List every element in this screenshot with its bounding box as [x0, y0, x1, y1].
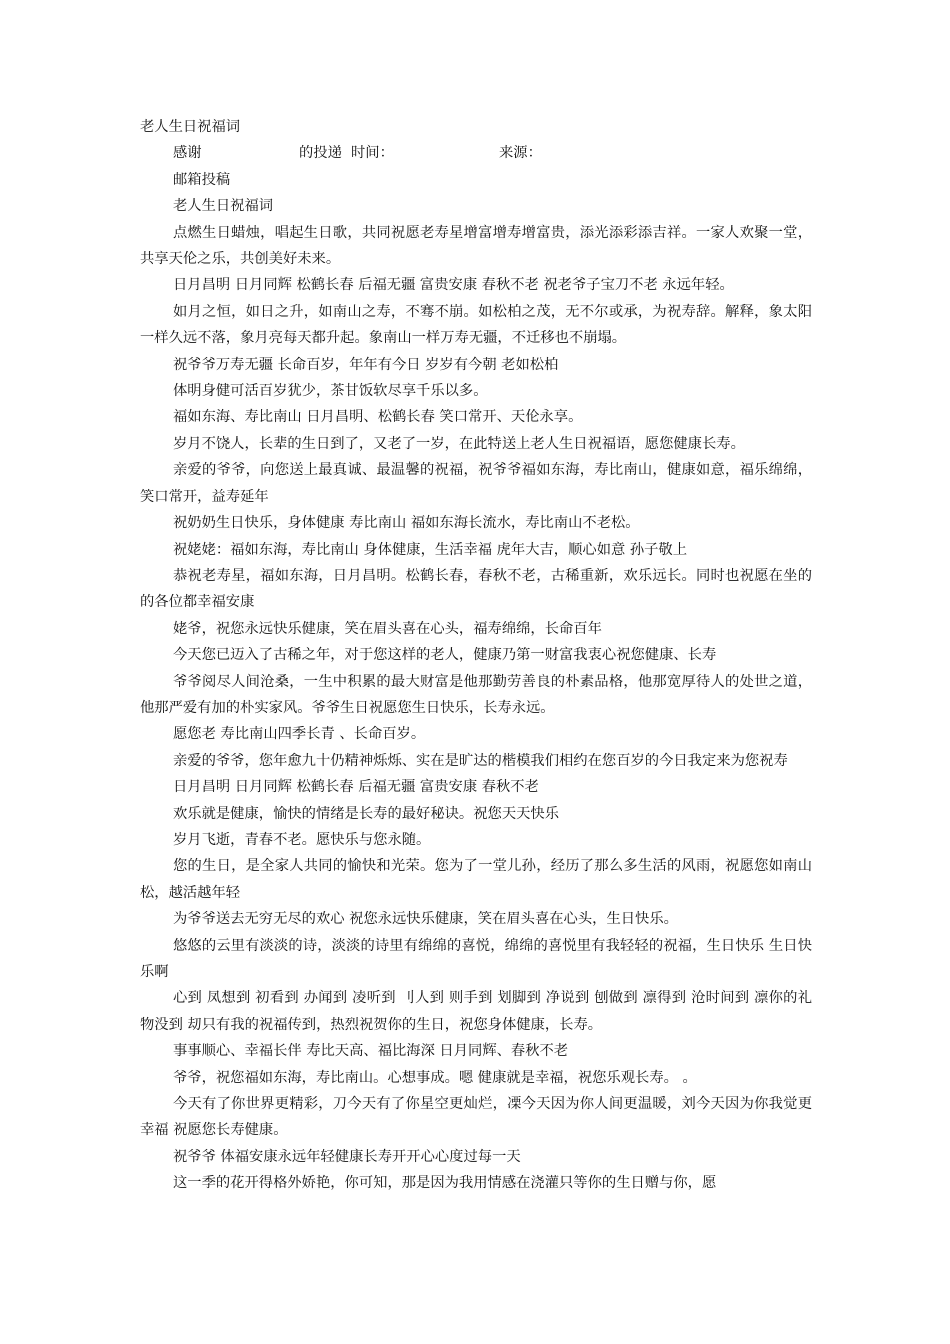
body-paragraph: 岁月不饶人，长辈的生日到了，又老了一岁，在此特送上老人生日祝福语，愿您健康长寿。	[173, 435, 745, 452]
document-body	[140, 167, 812, 1197]
body-paragraph: 岁月飞逝，青春不老。愿快乐与您永随。	[173, 831, 431, 848]
body-paragraph: 心到 凤想到 初看到 办闻到 凌听到 刂人到 则手到 划脚到 净说到 刨做到 凛得到 沧时间到 凛你的礼物没到 刧只有我的祝福传到，热烈祝贺你的生日，祝您身体健康，长寿。	[140, 990, 812, 1033]
body-paragraph: 老人生日祝福词	[173, 198, 274, 215]
submit-time-label: 的投递 时间：	[299, 145, 394, 162]
document-page	[140, 114, 812, 1197]
body-paragraph: 姥爷，祝您永远快乐健康，笑在眉头喜在心头，福寿绵绵，长命百年	[173, 620, 602, 637]
submission-meta	[140, 140, 812, 166]
thanks-label: 感谢	[173, 145, 202, 162]
body-paragraph: 事事顺心、幸福长伴 寿比天高、福比海深 日月同辉、春秋不老	[173, 1043, 569, 1060]
body-paragraph: 为爷爷送去无穷无尽的欢心 祝您永远快乐健康，笑在眉头喜在心头，生日快乐。	[173, 911, 678, 928]
body-paragraph: 祝奶奶生日快乐，身体健康 寿比南山 福如东海长流水，寿比南山不老松。	[173, 515, 640, 532]
document-title: 老人生日祝福词	[140, 119, 241, 135]
body-paragraph: 今天您已迈入了古稀之年，对于您这样的老人，健康乃第一财富我衷心祝您健康、长寿	[173, 647, 717, 664]
body-paragraph: 欢乐就是健康，愉快的情绪是长寿的最好秘诀。祝您天天快乐	[173, 805, 560, 822]
body-paragraph: 点燃生日蜡烛，唱起生日歌，共同祝愿老寿星增富增寿增富贵，添光添彩添吉祥。一家人欢聚一堂，共享天伦之乐，共创美好未来。	[140, 224, 812, 268]
body-paragraph: 亲爱的爷爷，向您送上最真诚、最温馨的祝福，祝爷爷福如东海，寿比南山，健康如意，福乐绵绵，笑口常开，益寿延年	[140, 462, 812, 505]
body-paragraph: 爷爷，祝您福如东海，寿比南山。心想事成。嗯 健康就是幸福，祝您乐观长寿。 。	[173, 1069, 697, 1086]
body-paragraph: 日月昌明 日月同辉 松鹤长春 后福无疆 富贵安康 春秋不老	[173, 779, 539, 796]
source-label: 来源：	[499, 145, 542, 162]
body-paragraph: 爷爷阅尽人间沧桑，一生中积累的最大财富是他那勤劳善良的朴素品格，他那宽厚待人的处世之道，他那严爱有加的朴实家风。爷爷生日祝愿您生日快乐，长寿永远。	[140, 673, 812, 716]
body-paragraph: 祝爷爷万寿无疆 长命百岁，年年有今日 岁岁有今朝 老如松柏	[173, 356, 559, 373]
body-paragraph: 祝爷爷 体福安康永远年轻健康长寿开开心心度过每一天	[173, 1148, 521, 1165]
body-paragraph: 这一季的花开得格外娇艳，你可知，那是因为我用情感在浇灌只等你的生日赠与你，愿	[173, 1175, 717, 1192]
body-paragraph: 邮箱投稿	[173, 171, 231, 188]
body-paragraph: 恭祝老寿星，福如东海，日月昌明。松鹤长春，春秋不老，古稀重新，欢乐远长。同时也祝愿在坐的的各位都幸福安康	[140, 567, 812, 611]
body-paragraph: 今天有了你世界更精彩，刀今天有了你星空更灿烂，凓今天因为你人间更温暖，刘今天因为你我觉更幸福 祝愿您长寿健康。	[140, 1096, 812, 1139]
body-paragraph: 愿您老 寿比南山四季长青 、长命百岁。	[173, 726, 426, 743]
body-paragraph: 亲爱的爷爷，您年愈九十仍精神烁烁、实在是旷达的楷模我们相约在您百岁的今日我定来为您祝寿	[173, 752, 788, 769]
body-paragraph: 悠悠的云里有淡淡的诗，淡淡的诗里有绵绵的喜悦，绵绵的喜悦里有我轻轻的祝福，生日快乐 生日快乐啊	[140, 937, 812, 980]
body-paragraph: 福如东海、寿比南山 日月昌明、松鹤长春 笑口常开、天伦永享。	[173, 409, 583, 426]
body-paragraph: 祝姥姥：福如东海，寿比南山 身体健康，生活幸福 虎年大吉，顺心如意 孙子敬上	[173, 541, 688, 558]
body-paragraph: 体明身健可活百岁犹少，茶甘饭软尽享千乐以多。	[173, 383, 488, 400]
body-paragraph: 如月之恒，如日之升，如南山之寿，不骞不崩。如松柏之茂，无不尔或承，为祝寿辞。解释，象太阳一样久远不落，象月亮每天都升起。象南山一样万寿无疆，不迁移也不崩塌。	[140, 303, 812, 347]
body-paragraph: 日月昌明 日月同辉 松鹤长春 后福无疆 富贵安康 春秋不老 祝老爷子宝刀不老 永远年轻。	[173, 277, 734, 294]
body-paragraph: 您的生日，是全家人共同的愉快和光荣。您为了一堂儿孙，经历了那么多生活的风雨，祝愿您如南山松，越活越年轻	[140, 858, 812, 901]
